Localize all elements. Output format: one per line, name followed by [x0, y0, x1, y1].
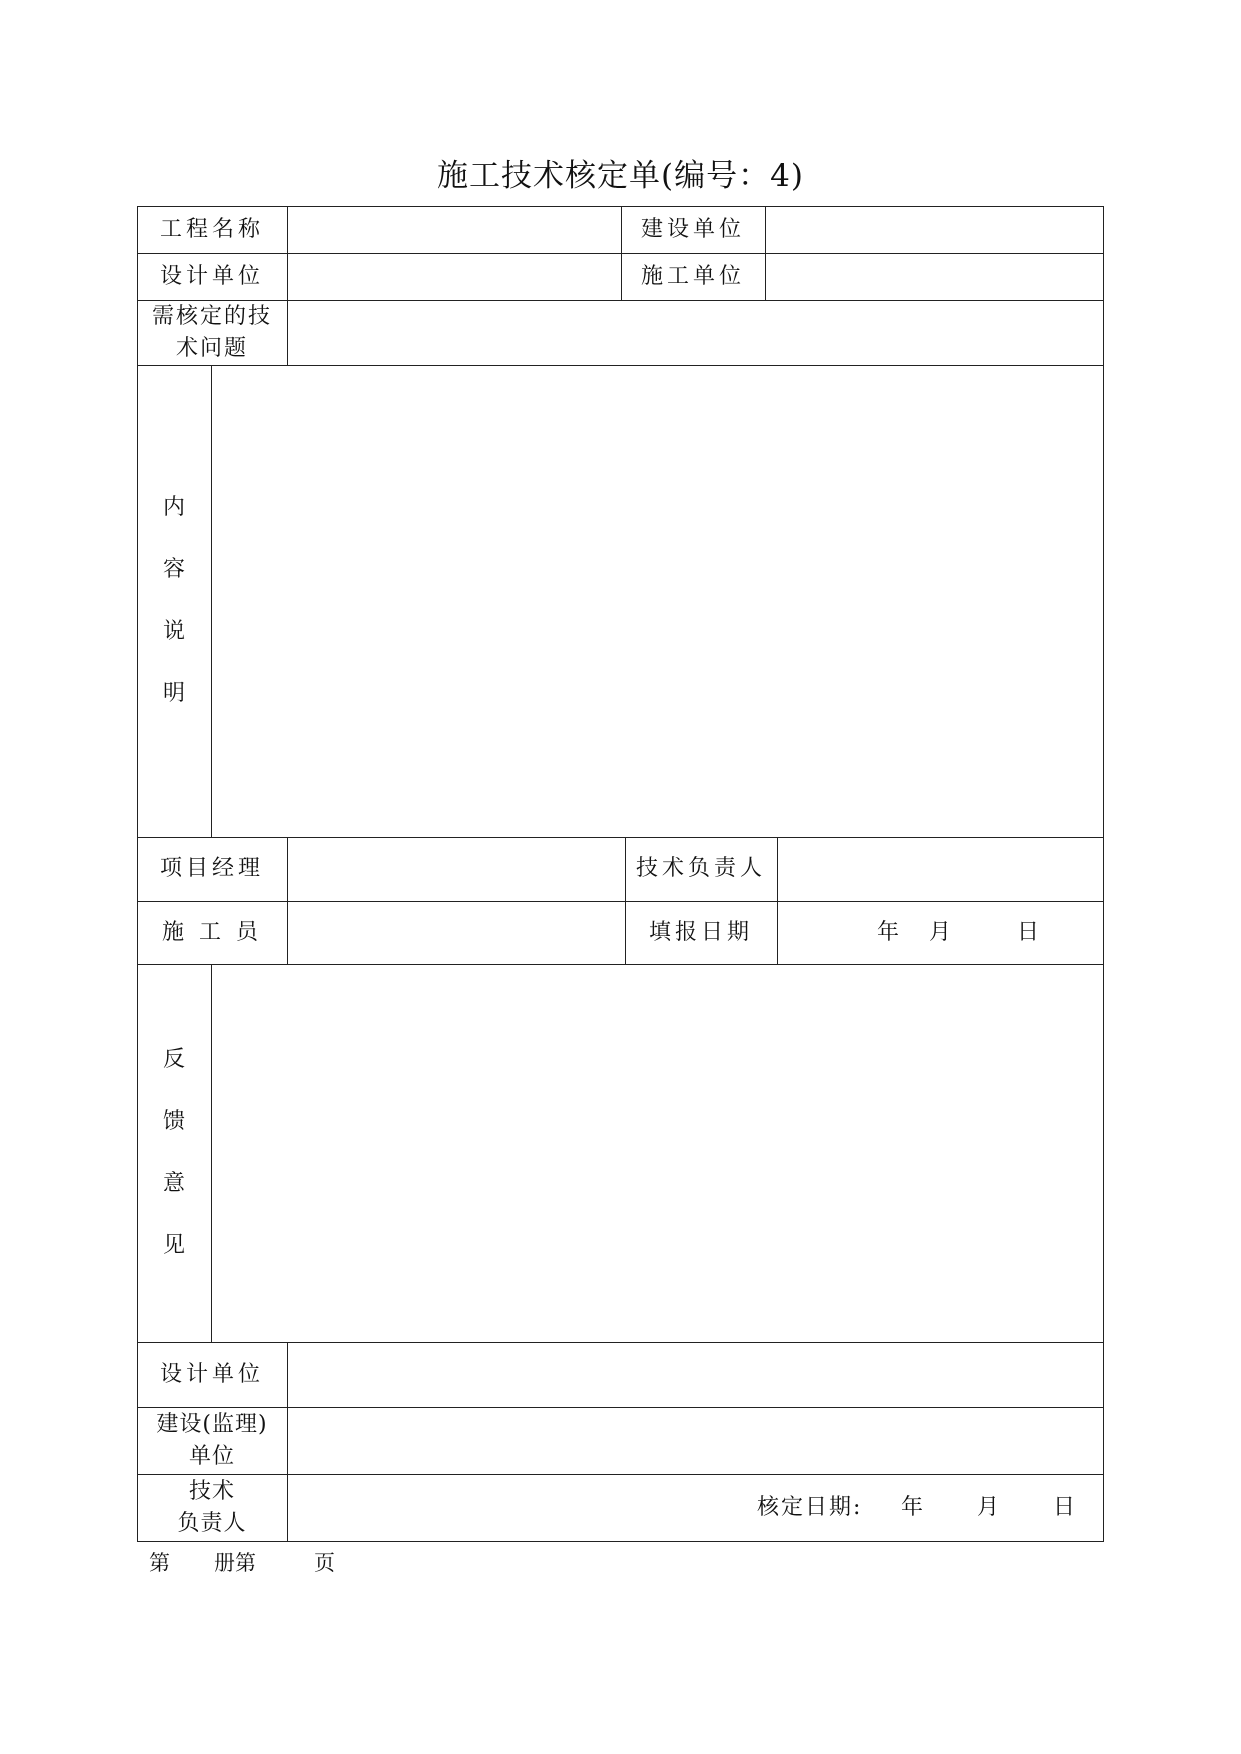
label-contractor: 施工单位 — [640, 263, 745, 289]
signoff-design-unit-field[interactable] — [288, 1343, 1103, 1406]
content-label-char: 明 — [162, 681, 185, 706]
footer-volume-prefix: 第 — [149, 1551, 170, 1575]
label-signoff-tech-lead — [137, 1474, 287, 1542]
tech-lead-line2: 负责人 — [177, 1511, 247, 1536]
technical-lead-field[interactable] — [778, 838, 1103, 900]
content-label-char: 内 — [162, 495, 185, 520]
approval-date-day: 日 — [1053, 1495, 1076, 1520]
content-description-field[interactable] — [212, 366, 1103, 836]
content-label-char: 容 — [162, 557, 185, 582]
fill-date-year: 年 — [877, 920, 900, 945]
tech-lead-line1: 技术 — [188, 1479, 235, 1504]
label-design-unit: 设计单位 — [159, 263, 264, 289]
label-technical-issue: 需核定的技术问题 — [151, 303, 272, 361]
project-name-field[interactable] — [288, 207, 620, 252]
label-feedback — [137, 964, 211, 1342]
owner-supervisor-line2: 单位 — [188, 1443, 235, 1469]
footer-volume-suffix: 册第 — [214, 1551, 256, 1575]
site-worker-field[interactable] — [288, 902, 624, 963]
owner-supervisor-field[interactable] — [288, 1408, 1103, 1473]
label-technical-lead: 技术负责人 — [635, 856, 766, 881]
approval-date-label: 核定日期: — [757, 1495, 863, 1520]
technical-issue-field[interactable] — [288, 301, 1103, 364]
footer-page-suffix: 页 — [314, 1551, 335, 1575]
label-content-description — [137, 365, 211, 837]
feedback-label-char: 馈 — [162, 1109, 185, 1134]
feedback-label-char: 见 — [162, 1233, 185, 1258]
label-project-name: 工程名称 — [159, 216, 264, 242]
contractor-field[interactable] — [766, 254, 1103, 299]
design-unit-field[interactable] — [288, 254, 620, 299]
label-signoff-design-unit: 设计单位 — [159, 1361, 264, 1387]
content-label-char: 说 — [162, 619, 185, 644]
approval-date-month: 月 — [977, 1495, 1000, 1520]
fill-date-month: 月 — [929, 920, 952, 945]
project-manager-field[interactable] — [288, 838, 624, 900]
construction-owner-field[interactable] — [766, 207, 1103, 252]
label-fill-date: 填报日期 — [648, 919, 753, 945]
document-title: 施工技术核定单(编号：4) — [437, 158, 804, 194]
feedback-label-char: 反 — [162, 1047, 185, 1072]
feedback-field[interactable] — [212, 965, 1103, 1341]
owner-supervisor-line1: 建设(监理) — [156, 1411, 268, 1437]
label-construction-owner: 建设单位 — [640, 216, 745, 242]
fill-date-day: 日 — [1017, 920, 1040, 945]
approval-date-year: 年 — [901, 1495, 924, 1520]
label-owner-supervisor — [137, 1407, 287, 1474]
label-project-manager: 项目经理 — [159, 856, 264, 881]
label-site-worker: 施 工 员 — [162, 919, 262, 945]
feedback-label-char: 意 — [162, 1171, 185, 1196]
